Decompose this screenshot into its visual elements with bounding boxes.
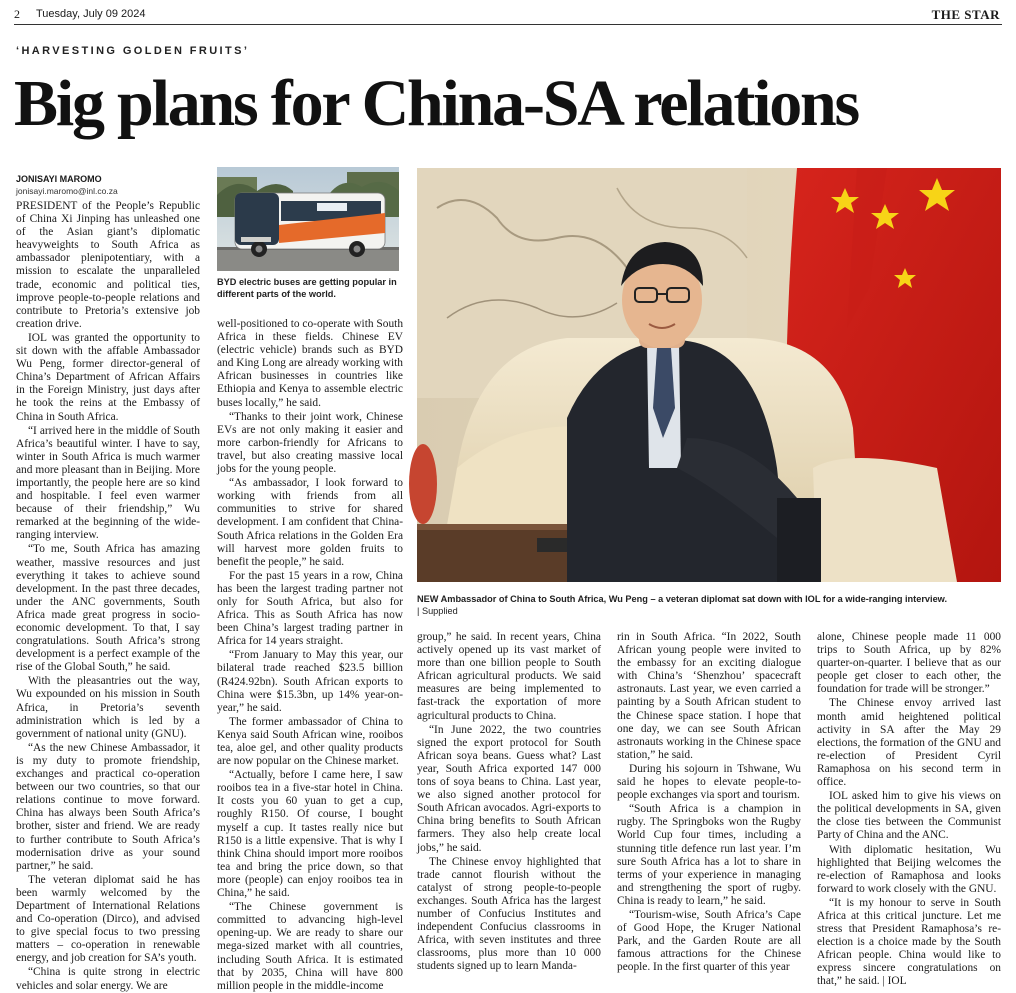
masthead: THE STAR xyxy=(931,7,1000,22)
paragraph: “Tourism-wise, South Africa’s Cape of Good Hope, the Kruger National Park, and the Garden Route are all famous attractions for the Chinese people. In the first quarter of this year xyxy=(617,908,801,974)
paragraph: “I arrived here in the middle of South Africa’s beautiful winter. I have to say, winter in South Africa is much warmer and more pleasant than in Beijing. More importantly, the people here are so kind and hospitable. I feel even warmer because of their friendship,” Wu remarked at the beginning of the wide-ranging interview. xyxy=(16,424,200,542)
paragraph: The Chinese envoy arrived last month amid heightened political activity in SA after the May 29 elections, the formation of the GNU and re-election of President Cyril Ramaphosa on his second term in office. xyxy=(817,697,1001,789)
page-number: 2 xyxy=(14,7,20,21)
header-date: Tuesday, July 09 2024 xyxy=(36,8,146,20)
paragraph: The veteran diplomat said he has been warmly welcomed by the Department of International Relations and Co-operation (Dirco), and advised to give special focus to two pressing matters – co-operation in renewable energy, and job creation for SA’s youth. xyxy=(16,873,200,965)
main-caption xyxy=(417,593,1001,617)
paragraph: “It is my honour to serve in South Africa at this critical juncture. Let me stress that President Ramaphosa’s re-election is a choice made by the South African people. China would like to express sincere congratulations on that,” he said. | IOL xyxy=(817,896,1001,988)
paragraph: For the past 15 years in a row, China has been the largest trading partner not only for South Africa, but also for Africa. This as South Africa has now been China’s largest trading partner in Africa for 14 years straight. xyxy=(217,569,403,648)
paragraph: “From January to May this year, our bilateral trade reached $23.5 billion (R424.92bn). South African exports to China were $15.3bn, up 14% year-on-year,” he said. xyxy=(217,649,403,714)
paragraph: The Chinese envoy highlighted that trade cannot flourish without the catalyst of strong people-to-people exchanges. South Africa has the largest number of Confucius Institutes and independent Confucius classrooms in Africa, with seven institutes and three classrooms, plus more than 10 000 students signed up to learn Manda- xyxy=(417,855,601,973)
paragraph: With the pleasantries out the way, Wu expounded on his mission in South Africa, in Pretoria’s seventh administration which is led by a government of national unity (GNU). xyxy=(16,675,200,740)
kicker: ‘HARVESTING GOLDEN FRUITS’ xyxy=(16,45,250,57)
article-column-1 xyxy=(16,200,200,992)
ambassador-photo xyxy=(417,168,1001,582)
byline-name: JONISAYI MAROMO xyxy=(16,174,102,184)
paragraph: group,” he said. In recent years, China actively opened up its vast market of more than one billion people to South African agricultural products. We said measures are being implemented to fast-track the exportation of more agricultural products to China. xyxy=(417,631,601,722)
paragraph: alone, Chinese people made 11 000 trips to South Africa, up by 82% quarter-on-quarter. I believe that as our people get closer to each other, the foundation for trade will be stronger.” xyxy=(817,631,1001,696)
headline: Big plans for China-SA relations xyxy=(14,67,859,140)
paragraph: “The Chinese government is committed to advancing high-level opening-up. We are ready to share our mega-sized market with all countries, including South Africa. It is estimated that by 2035, China will have 800 million people in the middle-income xyxy=(217,901,403,992)
paragraph: “To me, South Africa has amazing weather, massive resources and just everything it takes to achieve sound development. In the past three decades, under the ANC governments, South Africa made great progress in socio-economic development. To that, I say congratulations. South Africa’s strong development is a perfect example of the rise of the Global South,” he said. xyxy=(16,543,200,674)
byline-email: jonisayi.maromo@inl.co.za xyxy=(16,186,118,196)
paragraph: “Actually, before I came here, I saw rooibos tea in a five-star hotel in China. It costs you 60 yuan to get a cup, roughly R150. Of course, I bought myself a cup. It tastes really nice but R150 is a little expensive. That is why I think China should import more rooibos tea and bring the price down, so that more (people) can enjoy rooibos tea in China,” he said. xyxy=(217,769,403,900)
paragraph: IOL asked him to give his views on the political developments in SA, given the close ties between the Communist Party of China and the ANC. xyxy=(817,790,1001,842)
bus-photo xyxy=(217,167,399,271)
paragraph: “In June 2022, the two countries signed the export protocol for South African soya beans. Guess what? Last year, South Africa exported 147 000 tons of soya beans to China. Last year, we also signed another protocol for South African avocados. Agri-exports to China bring benefits to South African farmers. They also help create local jobs,” he said. xyxy=(417,723,601,854)
paragraph: IOL was granted the opportunity to sit down with the affable Ambassador Wu Peng, former director-general of China’s Department of African Affairs in the Foreign Ministry, just days after he took the reins at the Embassy of China in South Africa. xyxy=(16,331,200,423)
main-caption-credit: | Supplied xyxy=(417,606,458,616)
paragraph: The former ambassador of China to Kenya said South African wine, rooibos tea, aloe gel, and other quality products are now popular on the Chinese market. xyxy=(217,715,403,768)
paragraph: well-positioned to co-operate with South Africa in these fields. Chinese EV (electric vehicle) brands such as BYD and King Long are already working with African businesses in countries like Ethiopia and Kenya to assemble electric buses locally,” he said. xyxy=(217,318,404,409)
paragraph: PRESIDENT of the People’s Republic of China Xi Jinping has unleashed one of the Asian giant’s diplomatic heavyweights to South Africa as ambassador plenipotentiary, with a mission to escalate the unparalleled trade, economic and political ties, improve people-to-people relations and contribute to Pretoria’s extensive job creation drive. xyxy=(16,200,200,330)
paragraph: “South Africa is a champion in rugby. The Springboks won the Rugby World Cup four times, including a stunning title defence run last year. I’m sure South Africa has a lot to share in terms of your experience in managing and strengthening the sport of rugby. China is ready to learn,” he said. xyxy=(617,803,801,907)
paragraph: “As ambassador, I look forward to working with friends from all communities to strive for shared development. I am confident that China-South Africa relations in the Golden Era will harvest more golden fruits to benefit the people,” he said. xyxy=(217,477,403,568)
bus-caption: BYD electric buses are getting popular in different parts of the world. xyxy=(217,277,397,299)
main-caption-text: NEW Ambassador of China to South Africa, Wu Peng – a veteran diplomat sat down with IOL for a wide-ranging interview. xyxy=(417,594,948,604)
header-bar xyxy=(14,6,1002,25)
article-column-3 xyxy=(417,631,601,973)
paragraph: During his sojourn in Tshwane, Wu said he hopes to elevate people-to-people exchanges via sport and tourism. xyxy=(617,762,801,802)
paragraph: rin in South Africa. “In 2022, South African young people were invited to the embassy for an exciting dialogue with China’s ‘Shenzhou’ spacecraft astronauts. Last year, we even carried a painting by a South African student to the Chinese space station. I hope that one day, we can see South African astronauts working in the Chinese space station,” he said. xyxy=(617,631,801,761)
article-column-2 xyxy=(217,318,404,992)
paragraph: “Thanks to their joint work, Chinese EVs are not only making it easier and more carbon-friendly for Africans to travel, but also creating massive local jobs for the young people. xyxy=(217,410,403,476)
article-column-4 xyxy=(617,631,801,974)
paragraph: “As the new Chinese Ambassador, it is my duty to promote friendship, exchanges and practical co-operation between our two countries, so that our relations continue to move forward. China has always been South Africa’s brother, sister and friend. We are ready to further contribute to South Africa’s modernisation drive as your sound partner,” he said. xyxy=(16,741,200,872)
paragraph: “China is quite strong in electric vehicles and solar energy. We are xyxy=(16,966,200,992)
article-column-5 xyxy=(817,631,1001,988)
paragraph: With diplomatic hesitation, Wu highlighted that Beijing welcomes the re-election of Ramaphosa and looks forward to work closely with the GNU. xyxy=(817,843,1001,895)
